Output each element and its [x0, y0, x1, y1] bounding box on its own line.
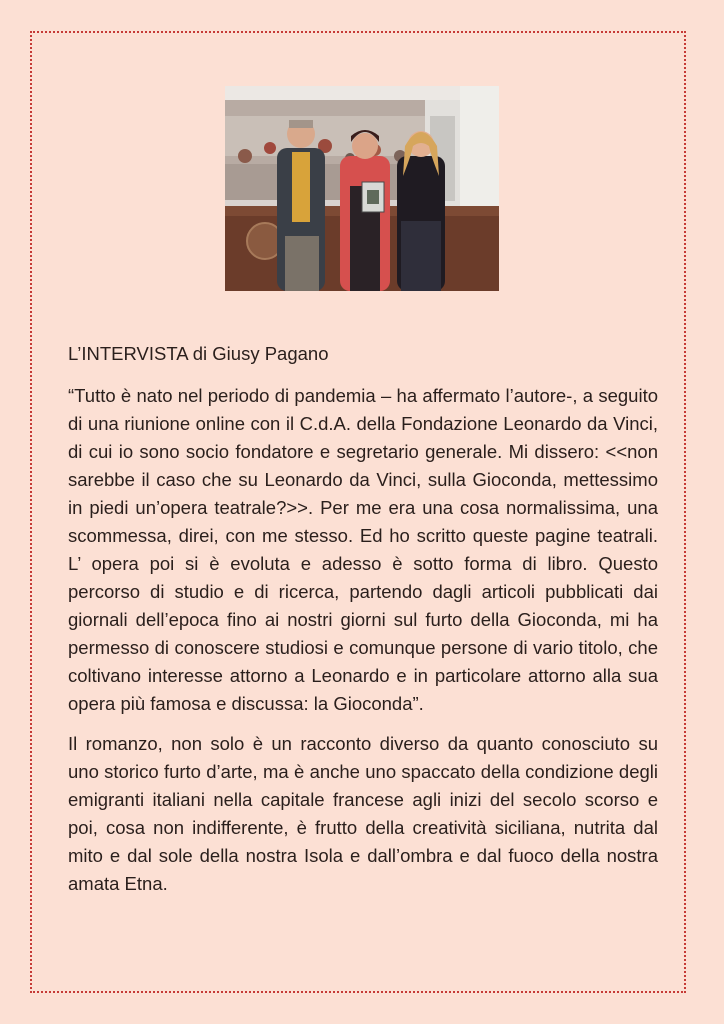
- photo-ceiling: [225, 86, 499, 100]
- article-body: [68, 340, 658, 910]
- event-photo: [225, 86, 499, 291]
- article-heading: L’INTERVISTA di Giusy Pagano: [68, 343, 329, 364]
- article-paragraph-2: Il romanzo, non solo è un racconto diverso da quanto conosciuto su uno storico furto d’arte, ma è anche uno spaccato della condizione degli emigranti italiani nella capitale francese agli inizi del secolo scorso e poi, cosa non indifferente, è frutto della creatività siciliana, nutrita dal mito e dal sole della nostra Isola e dall’ombra e dal fuoco della nostra amata Etna.: [68, 733, 658, 894]
- article-paragraph-1: “Tutto è nato nel periodo di pandemia – ha affermato l’autore-, a seguito di una riunione online con il C.d.A. della Fondazione Leonardo da Vinci, di cui io sono socio fondatore e segretario generale. Mi dissero: <<non sarebbe il caso che su Leonardo da Vinci, sulla Gioconda, mettessimo in piedi un’opera teatrale?>>. Per me era una cosa normalissima, una scommessa, direi, con me stesso. Ed ho scritto queste pagine teatrali. L’ opera poi si è evoluta e adesso è sotto forma di libro. Questo percorso di studio e di ricerca, partendo dagli articoli pubblicati dai giornali dell’epoca fino ai nostri giorni sul furto della Gioconda, mi ha permesso di conoscere studiosi e comunque persone di vario titolo, che coltivano interesse attorno a Leonardo e in particolare attorno alla sua opera più famosa e discussa: la Gioconda”.: [68, 385, 658, 714]
